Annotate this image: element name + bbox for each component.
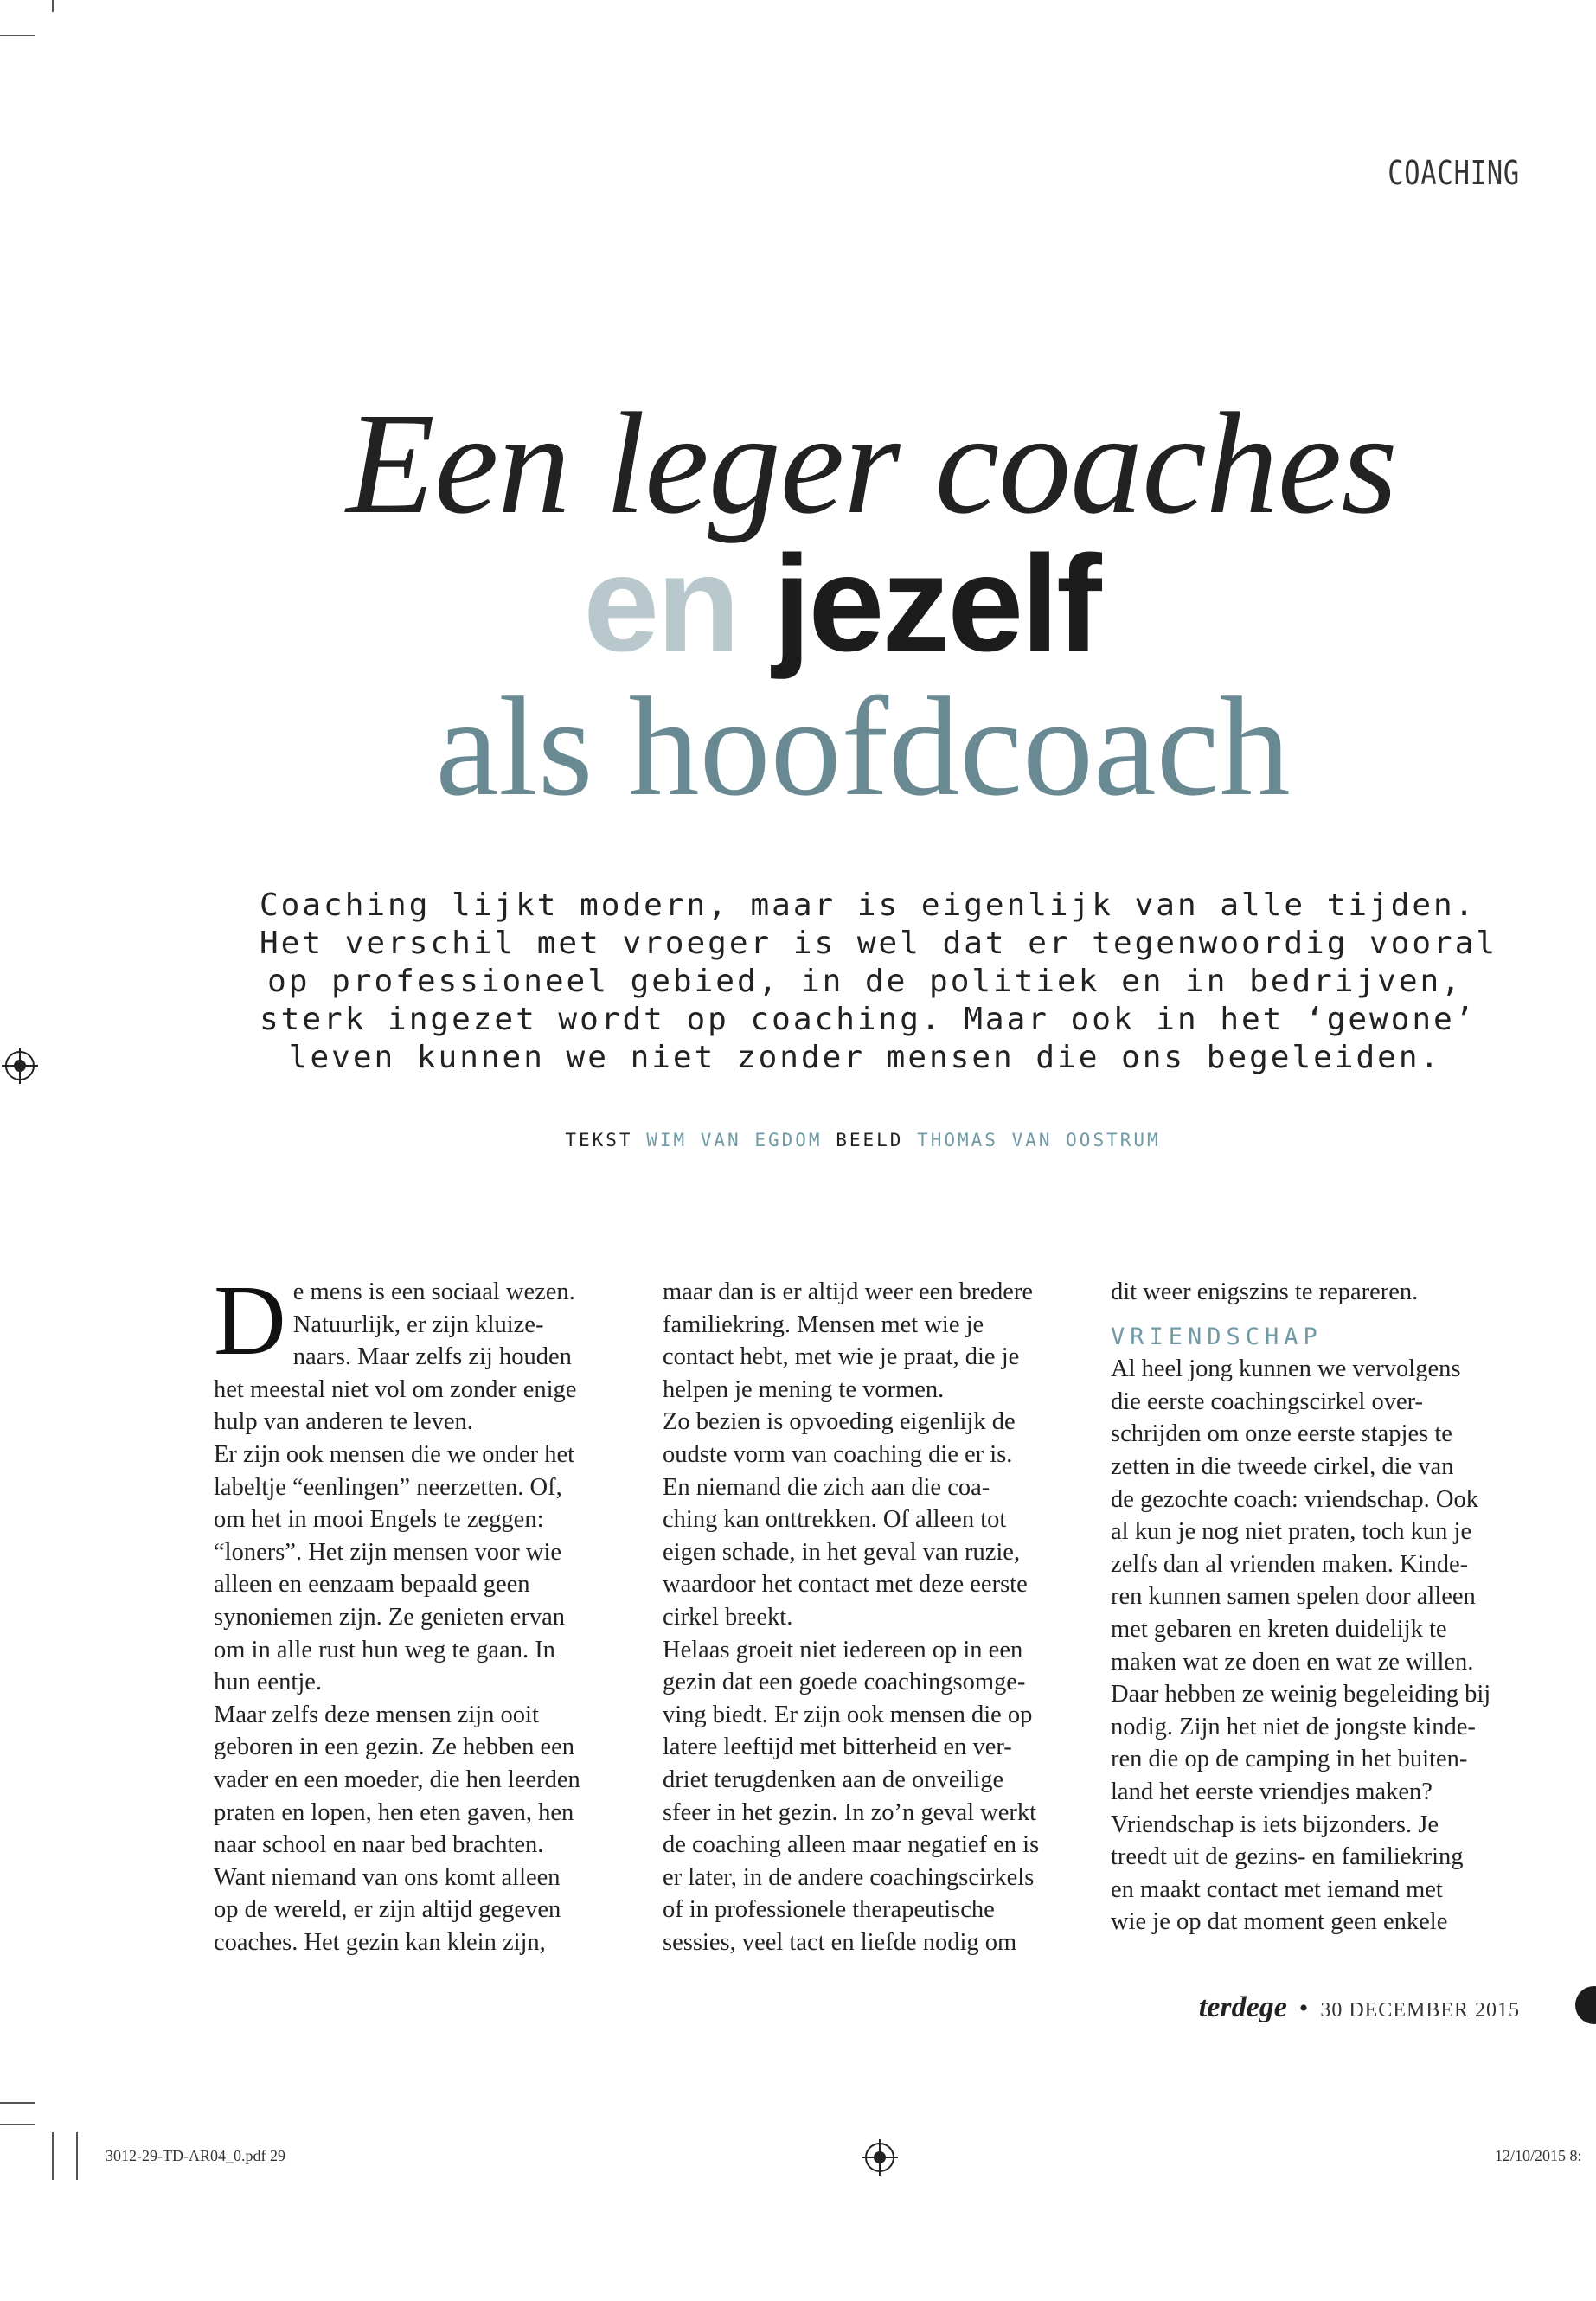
body-column-1 (214, 1266, 646, 1958)
body-column-2 (663, 1276, 1095, 1958)
body-line: Maar zelfs deze mensen zijn ooit (214, 1701, 539, 1728)
registration-mark-icon (865, 2143, 894, 2172)
body-line: labeltje “eenlingen” neerzetten. Of, (214, 1473, 562, 1501)
body-line: het meestal niet vol om zonder enige (214, 1375, 577, 1403)
body-line: schrijden om onze eerste stapjes te (1111, 1420, 1452, 1448)
body-line: alleen en eenzaam bepaald geen (214, 1571, 530, 1599)
headline-word-jezelf: jezelf (772, 528, 1099, 680)
body-line: vader en een moeder, die hen leerden (214, 1766, 580, 1793)
intro-line: sterk ingezet wordt op coaching. Maar ook in het ‘gewone’ (260, 1002, 1477, 1037)
body-line: gezin dat een goede coachingsomge- (663, 1669, 1026, 1696)
body-line: die eerste coachingscirkel over- (1111, 1388, 1424, 1415)
body-column-3 (1111, 1276, 1543, 1939)
body-line: maken wat ze doen en wat ze willen. (1111, 1648, 1474, 1676)
body-line: hulp van anderen te leven. (214, 1408, 473, 1436)
body-line: zelfs dan al vrienden maken. Kinde- (1111, 1550, 1469, 1578)
byline-image-label: BEELD (836, 1130, 904, 1150)
body-line: maar dan is er altijd weer een bredere (663, 1279, 1034, 1305)
body-line: wie je op dat moment geen enkele (1111, 1908, 1448, 1936)
crop-mark (76, 2132, 78, 2180)
subheading-vriendschap: VRIENDSCHAP (1111, 1323, 1323, 1350)
body-line: Want niemand van ons komt alleen (214, 1863, 561, 1891)
body-line: met gebaren en kreten duidelijk te (1111, 1615, 1447, 1643)
body-line: de coaching alleen maar negatief en is (663, 1831, 1040, 1859)
body-line: er later, in de andere coachingscirkels (663, 1863, 1035, 1891)
body-line: hun eentje. (214, 1669, 323, 1696)
intro-line: Het verschil met vroeger is wel dat er tegenwoordig vooral (260, 926, 1498, 961)
body-line: sessies, veel tact en liefde nodig om (663, 1928, 1017, 1956)
intro-line: leven kunnen we niet zonder mensen die ons begeleiden. (288, 1040, 1442, 1075)
body-line: Helaas groeit niet iedereen op in een (663, 1636, 1023, 1663)
crop-mark (0, 35, 35, 36)
body-line: contact hebt, met wie je praat, die je (663, 1343, 1020, 1371)
body-line: naar school en naar bed brachten. (214, 1831, 544, 1859)
footer-separator: • (1298, 1994, 1309, 2022)
body-line: eigen schade, in het geval van ruzie, (663, 1538, 1021, 1566)
page-number-tab (1575, 1986, 1596, 2024)
body-line: ving biedt. Er zijn ook mensen die op (663, 1701, 1033, 1728)
body-line: cirkel breekt. (663, 1603, 793, 1631)
crop-mark (52, 0, 54, 12)
body-line: dit weer enigszins te repareren. (1111, 1279, 1419, 1305)
body-line: om het in mooi Engels te zeggen: (214, 1506, 544, 1534)
intro-line: Coaching lijkt modern, maar is eigenlijk van alle tijden. (260, 888, 1477, 923)
body-line: nodig. Zijn het niet de jongste kinde- (1111, 1713, 1476, 1740)
body-line: Daar hebben ze weinig begeleiding bij (1111, 1681, 1491, 1708)
byline-text-label: TEKST (565, 1130, 633, 1150)
body-line: naars. Maar zelfs zij houden (292, 1343, 572, 1371)
body-line: al kun je nog niet praten, toch kun je (1111, 1518, 1472, 1546)
body-line: Zo bezien is opvoeding eigenlijk de (663, 1408, 1016, 1436)
body-line: treedt uit de gezins- en familiekring (1111, 1843, 1464, 1871)
body-line: driet terugdenken aan de onveilige (663, 1766, 1004, 1793)
headline-word-en: en (583, 528, 738, 680)
issue-date: 30 DECEMBER 2015 (1320, 1999, 1520, 2022)
page-footer (1199, 1991, 1520, 2024)
body-line: helpen je mening te vormen. (663, 1375, 945, 1403)
byline-author: WIM VAN EGDOM (646, 1130, 823, 1150)
body-line: Vriendschap is iets bijzonders. Je (1111, 1811, 1439, 1838)
headline-line-2 (0, 526, 1596, 683)
body-line: op de wereld, er zijn altijd gegeven (214, 1896, 561, 1924)
crop-mark (52, 2132, 54, 2180)
drop-cap: D (214, 1266, 286, 1376)
body-line: om in alle rust hun weg te gaan. In (214, 1636, 555, 1663)
body-line: of in professionele therapeutische (663, 1896, 995, 1924)
body-line: praten en lopen, hen eten gaven, hen (214, 1798, 574, 1826)
intro-line: op professioneel gebied, in de politiek en in bedrijven, (267, 964, 1463, 999)
print-slug-stamp: 12/10/2015 8: (1495, 2147, 1582, 2164)
body-line: sfeer in het gezin. In zo’n geval werkt (663, 1798, 1037, 1826)
body-line: ching kan onttrekken. Of alleen tot (663, 1506, 1007, 1534)
byline-photographer: THOMAS VAN OOSTRUM (917, 1130, 1161, 1150)
body-line: en maakt contact met iemand met (1111, 1875, 1443, 1903)
crop-mark (0, 2124, 35, 2125)
body-line: latere leeftijd met bitterheid en ver- (663, 1734, 1012, 1761)
body-line: land het eerste vriendjes maken? (1111, 1778, 1433, 1805)
body-line: coaches. Het gezin kan klein zijn, (214, 1928, 546, 1956)
body-line: Natuurlijk, er zijn kluize- (292, 1311, 544, 1338)
body-line: waardoor het contact met deze eerste (663, 1571, 1028, 1599)
headline-line-3: als hoofdcoach (435, 669, 1291, 825)
body-line: ren die op de camping in het buiten- (1111, 1746, 1468, 1773)
body-line: zetten in die tweede cirkel, die van (1111, 1452, 1454, 1480)
body-line: geboren in een gezin. Ze hebben een (214, 1734, 575, 1761)
registration-mark-icon (5, 1051, 35, 1080)
magazine-logo: terdege (1198, 1991, 1287, 2023)
body-line: synoniemen zijn. Ze genieten ervan (214, 1603, 565, 1631)
crop-mark (0, 2102, 35, 2104)
body-line: ren kunnen samen spelen door alleen (1111, 1583, 1476, 1611)
print-slug-file: 3012-29-TD-AR04_0.pdf 29 (106, 2147, 285, 2164)
body-line: “loners”. Het zijn mensen voor wie (214, 1538, 562, 1566)
byline (0, 1130, 1596, 1150)
headline-line-1: Een leger coaches (346, 383, 1397, 544)
body-line: oudste vorm van coaching die er is. (663, 1440, 1013, 1468)
body-line: Al heel jong kunnen we vervolgens (1111, 1356, 1461, 1383)
body-line: de gezochte coach: vriendschap. Ook (1111, 1485, 1478, 1513)
intro-lede (260, 887, 1498, 1077)
section-label: COACHING (1388, 154, 1520, 192)
body-line: e mens is een sociaal wezen. (292, 1279, 575, 1305)
body-line: En niemand die zich aan die coa- (663, 1473, 990, 1501)
body-line: familiekring. Mensen met wie je (663, 1311, 984, 1338)
body-line: Er zijn ook mensen die we onder het (214, 1440, 575, 1468)
